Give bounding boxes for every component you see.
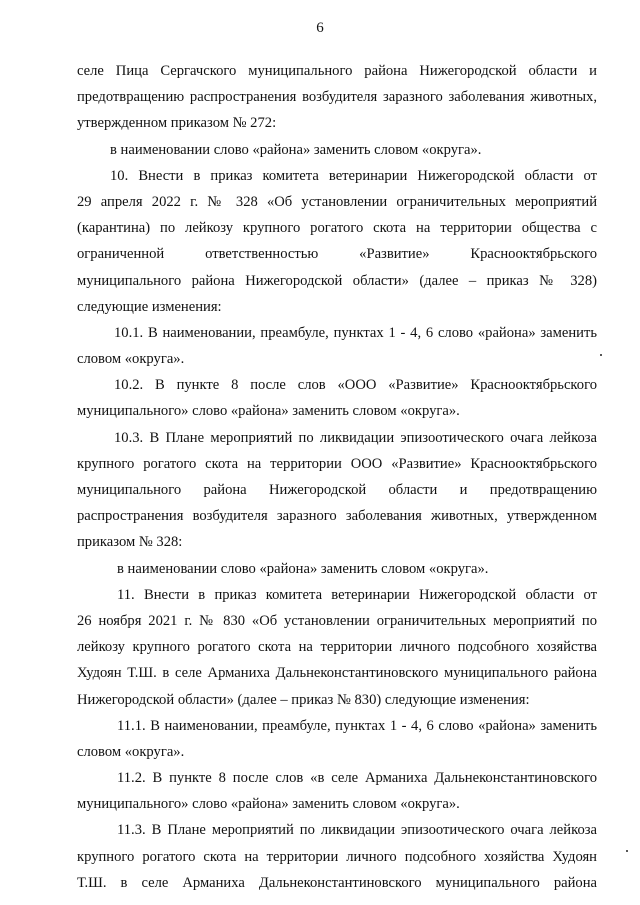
scan-speck: [600, 354, 602, 356]
text-line: Т.Ш. в селе Арманиха Дальнеконстантиновского муниципального района: [77, 874, 597, 891]
text-line: словом «округа».: [77, 351, 185, 368]
text-line: 10. Внести в приказ комитета ветеринарии Нижегородской области от: [110, 167, 597, 184]
text-line: муниципального» слово «района» заменить словом «округа».: [77, 796, 460, 813]
text-line: приказом № 328:: [77, 534, 183, 551]
text-line: утвержденном приказом № 272:: [77, 115, 277, 132]
text-line: предотвращению распространения возбудителя заразного заболевания животных,: [77, 89, 597, 106]
text-line: лейкозу крупного рогатого скота на территории личного подсобного хозяйства: [77, 639, 597, 656]
text-line: крупного рогатого скота на территории ООО «Развитие» Краснооктябрьского: [77, 455, 597, 472]
text-line: 11.1. В наименовании, преамбуле, пунктах 1 - 4, 6 слово «района» заменить: [117, 717, 597, 734]
text-line: Худоян Т.Ш. в селе Арманиха Дальнеконстантиновского муниципального района: [77, 665, 597, 682]
text-line: 10.3. В Плане мероприятий по ликвидации эпизоотического очага лейкоза: [114, 429, 597, 446]
text-line: 11. Внести в приказ комитета ветеринарии Нижегородской области от: [117, 586, 597, 603]
text-line: следующие изменения:: [77, 298, 222, 315]
text-line: в наименовании слово «района» заменить словом «округа».: [117, 560, 489, 577]
text-line: (карантина) по лейкозу крупного рогатого скота на территории общества с: [77, 220, 597, 237]
scan-speck: [626, 850, 628, 852]
text-line: Нижегородской области» (далее – приказ № 830) следующие изменения:: [77, 691, 530, 708]
text-line: 11.2. В пункте 8 после слов «в селе Арманиха Дальнеконстантиновского: [117, 770, 597, 787]
text-line: селе Пица Сергачского муниципального района Нижегородской области и: [77, 63, 597, 79]
text-line: в наименовании слово «района» заменить словом «округа».: [110, 141, 482, 158]
text-line: ограниченной ответственностью «Развитие» Краснооктябрьского: [77, 246, 597, 263]
text-line: 10.1. В наименовании, преамбуле, пунктах 1 - 4, 6 слово «района» заменить: [114, 324, 597, 341]
page-number: 6: [316, 20, 324, 36]
text-line: крупного рогатого скота на территории личного подсобного хозяйства Худоян: [77, 848, 597, 865]
text-line: муниципального района Нижегородской области и предотвращению: [77, 482, 597, 498]
text-line: муниципального района Нижегородской области» (далее – приказ № 328): [77, 272, 597, 289]
text-line: распространения возбудителя заразного заболевания животных, утвержденном: [77, 508, 597, 525]
text-line: 10.2. В пункте 8 после слов «ООО «Развитие» Краснооктябрьского: [114, 377, 597, 394]
text-line: муниципального» слово «района» заменить словом «округа».: [77, 403, 460, 420]
text-line: 11.3. В Плане мероприятий по ликвидации эпизоотического очага лейкоза: [117, 822, 597, 839]
text-line: 26 ноября 2021 г. № 830 «Об установлении ограничительных мероприятий по: [77, 612, 597, 629]
document-body: [77, 58, 597, 896]
text-line: 29 апреля 2022 г. № 328 «Об установлении ограничительных мероприятий: [77, 193, 597, 210]
text-line: словом «округа».: [77, 743, 185, 760]
